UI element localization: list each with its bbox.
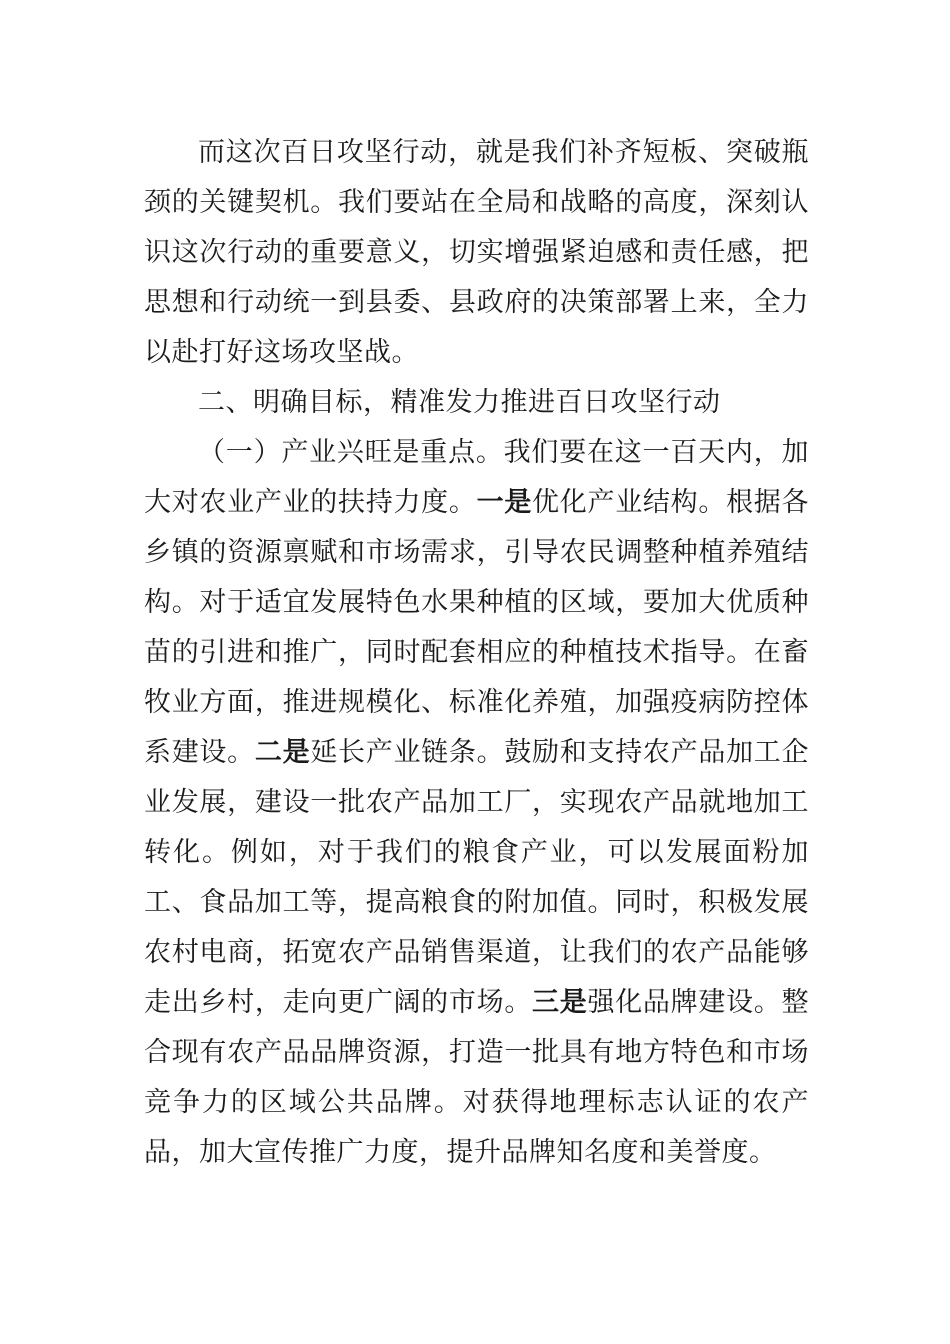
emphasis-first: 一是 (476, 487, 533, 518)
paragraph-3-segment-4: 强化品牌建设。整合现有农产品品牌资源，打造一批具有地方特色和市场竞争力的区域公共品牌。对获得地理标志认证的农产品，加大宣传推广力度，提升品牌知名度和美誉度。 (144, 987, 810, 1168)
document-body (144, 128, 809, 1178)
paragraph-3-segment-2: 优化产业结构。根据各乡镇的资源禀赋和市场需求，引导农民调整种植养殖结构。对于适宜发展特色水果种植的区域，要加大优质种苗的引进和推广，同时配套相应的种植技术指导。在畜牧业方面，推进规模化、标准化养殖，加强疫病防控体系建设。 (144, 487, 810, 768)
paragraph-3-segment-1: （一）产业兴旺是重点。我们要在这一百天内，加大对农业产业的扶持力度。 (144, 437, 809, 518)
paragraph-3 (144, 428, 809, 1178)
emphasis-second: 二是 (254, 737, 311, 768)
section-heading-2: 二、明确目标，精准发力推进百日攻坚行动 (198, 387, 721, 418)
emphasis-third: 三是 (532, 987, 588, 1018)
paragraph-1: 而这次百日攻坚行动，就是我们补齐短板、突破瓶颈的关键契机。我们要站在全局和战略的高度，深刻认识这次行动的重要意义，切实增强紧迫感和责任感，把思想和行动统一到县委、县政府的决策部署上来，全力以赴打好这场攻坚战。 (144, 137, 809, 368)
paragraph-3-segment-3: 延长产业链条。鼓励和支持农产品加工企业发展，建设一批农产品加工厂，实现农产品就地加工转化。例如，对于我们的粮食产业，可以发展面粉加工、食品加工等，提高粮食的附加值。同时，积极发展农村电商，拓宽农产品销售渠道，让我们的农产品能够走出乡村，走向更广阔的市场。 (144, 737, 810, 1018)
